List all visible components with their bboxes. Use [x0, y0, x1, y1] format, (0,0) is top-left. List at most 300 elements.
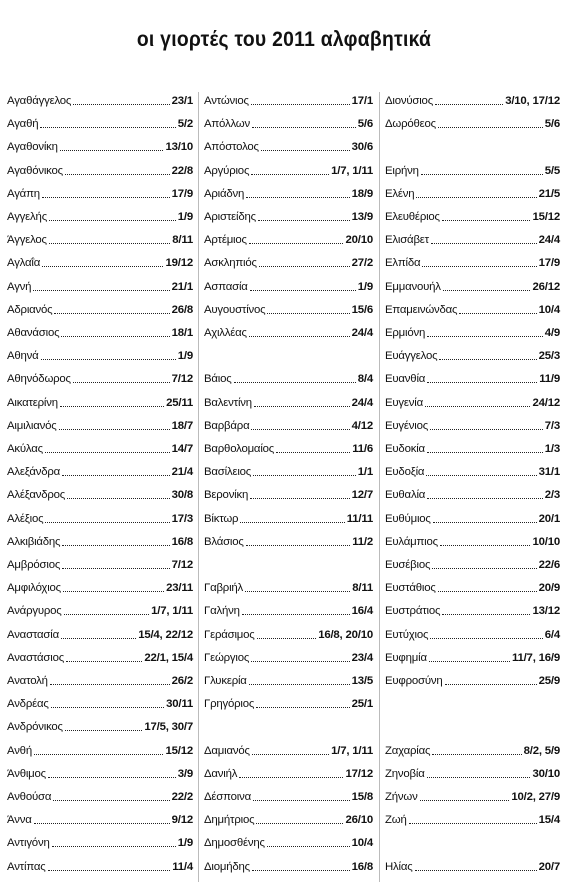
dot-leader: [426, 475, 536, 476]
entry-name: Αντώνιος: [204, 95, 249, 107]
dot-leader: [242, 614, 350, 615]
entry-date: 9/12: [171, 814, 193, 827]
entry-date: 10/10: [532, 535, 560, 548]
entry-date: 26/12: [532, 280, 560, 293]
name-entry: [385, 626, 560, 642]
entry-name: Γρηγόριος: [204, 698, 255, 711]
name-entry: [385, 254, 560, 270]
entry-name: Αγνή: [7, 280, 32, 293]
entry-date: 25/3: [538, 350, 560, 363]
entry-name: Αριστείδης: [204, 211, 256, 223]
entry-date: 5/6: [357, 118, 373, 131]
entry-name: Αλκιβιάδης: [7, 535, 61, 548]
name-entry: [385, 579, 560, 595]
entry-date: 10/4: [351, 837, 373, 850]
name-entry: [204, 231, 373, 247]
entry-name: Ευγενία: [385, 396, 424, 409]
name-entry: [204, 486, 373, 502]
dot-leader: [421, 174, 543, 175]
entry-date: 1/9: [357, 280, 373, 293]
entry-date: 23/1: [171, 95, 193, 107]
entry-name: Αθηνόδωρος: [7, 373, 71, 386]
name-entry: [385, 742, 560, 758]
entry-name: Αγαθάγγελος: [7, 95, 72, 107]
dot-leader: [251, 661, 349, 662]
dot-leader: [415, 870, 537, 871]
entry-name: Διονύσιος: [385, 95, 433, 107]
entry-name: Αλέξανδρος: [7, 489, 66, 502]
entry-name: Δημοσθένης: [204, 837, 265, 850]
dot-leader: [259, 266, 350, 267]
entry-date: 15/12: [532, 211, 560, 223]
name-entry: [7, 788, 193, 804]
name-entry: [204, 162, 373, 178]
name-entry: [204, 672, 373, 688]
entry-name: Ευλάμπιος: [385, 535, 438, 548]
dot-leader: [40, 127, 175, 128]
entry-name: Βασίλειος: [204, 466, 252, 479]
dot-leader: [250, 498, 349, 499]
name-entry: [385, 278, 560, 294]
entry-date: 1/9: [177, 837, 193, 850]
entry-date: 22/8: [171, 164, 193, 177]
entry-name: Ευανθία: [385, 373, 426, 386]
name-entry: [385, 486, 560, 502]
dot-leader: [409, 823, 537, 824]
dot-leader: [256, 823, 343, 824]
name-entry: [385, 649, 560, 665]
name-entry: [204, 858, 373, 874]
dot-leader: [427, 498, 543, 499]
entry-date: 22/1, 15/4: [144, 651, 193, 664]
entry-date: 26/8: [171, 303, 193, 316]
entry-name: Βαρθολομαίος: [204, 443, 275, 455]
dot-leader: [60, 150, 164, 151]
name-entry: [204, 394, 373, 410]
name-entry: [385, 185, 560, 201]
entry-date: 16/8, 20/10: [318, 628, 373, 641]
dot-leader: [63, 591, 164, 592]
entry-name: Δανιήλ: [204, 767, 238, 780]
dot-leader: [267, 846, 350, 847]
name-entry: [204, 324, 373, 340]
name-entry: [7, 278, 193, 294]
entry-name: Άνθιμος: [7, 767, 46, 780]
entry-name: Δαμιανός: [204, 744, 250, 757]
dot-leader: [61, 638, 136, 639]
entry-date: 4/12: [351, 419, 373, 432]
dot-leader: [73, 104, 169, 105]
entry-name: Ευθύμιος: [385, 512, 431, 525]
dot-leader: [422, 266, 536, 267]
entry-date: 30/8: [171, 489, 193, 502]
entry-name: Αυγουστίνος: [204, 303, 266, 316]
name-entry: [7, 510, 193, 526]
dot-leader: [45, 452, 170, 453]
entry-name: Ειρήνη: [385, 164, 419, 177]
entry-date: 25/11: [166, 396, 193, 409]
dot-leader: [251, 104, 350, 105]
entry-date: 11/4: [172, 860, 193, 873]
entry-name: Αχιλλέας: [204, 327, 247, 339]
entry-date: 5/5: [544, 164, 560, 177]
dot-leader: [65, 174, 170, 175]
name-entry: [7, 602, 193, 618]
name-entry: [7, 579, 193, 595]
dot-leader: [48, 870, 171, 871]
entry-name: Βαλεντίνη: [204, 396, 252, 409]
entry-date: 7/12: [171, 373, 193, 386]
entry-name: Γαλήνη: [204, 605, 240, 618]
name-entry: [7, 417, 193, 433]
dot-leader: [49, 220, 176, 221]
entry-name: Απόστολος: [204, 141, 259, 154]
entry-date: 10/4: [538, 303, 560, 316]
entry-date: 16/8: [351, 860, 373, 873]
entry-name: Ευστάθιος: [385, 582, 436, 595]
dot-leader: [45, 522, 169, 523]
name-entry: [204, 811, 373, 827]
entry-name: Αγάπη: [7, 187, 40, 200]
entry-name: Ζαχαρίας: [385, 744, 431, 757]
entry-name: Αρτέμιος: [204, 234, 247, 247]
dot-leader: [431, 243, 537, 244]
name-entry: [204, 695, 373, 711]
name-entry: [204, 626, 373, 642]
entry-date: 30/11: [166, 698, 193, 711]
name-entry: [7, 185, 193, 201]
entry-date: 30/10: [532, 767, 560, 780]
name-entry: [385, 417, 560, 433]
entry-date: 8/11: [172, 234, 193, 247]
entry-name: Ευτύχιος: [385, 628, 429, 641]
entry-name: Γλυκερία: [204, 675, 247, 687]
entry-date: 18/9: [351, 187, 373, 200]
dot-leader: [50, 684, 170, 685]
entry-date: 8/4: [357, 373, 373, 386]
entry-date: 18/1: [171, 327, 193, 339]
dot-leader: [252, 870, 350, 871]
entry-name: Ελένη: [385, 187, 415, 200]
entry-date: 21/1: [171, 280, 193, 293]
entry-name: Αργύριος: [204, 164, 250, 177]
name-entry: [7, 394, 193, 410]
dot-leader: [442, 220, 531, 221]
entry-name: Βάιος: [204, 373, 232, 386]
entry-date: 17/3: [171, 512, 193, 525]
entry-date: 25/9: [538, 675, 560, 687]
dot-leader: [239, 777, 343, 778]
entry-date: 24/4: [351, 396, 373, 409]
entry-date: 1/7, 1/11: [151, 605, 193, 618]
name-entry: [385, 394, 560, 410]
dot-leader: [435, 104, 503, 105]
entry-name: Αναστασία: [7, 628, 59, 641]
entry-name: Αγαθονίκη: [7, 141, 58, 154]
entry-name: Ευάγγελος: [385, 350, 438, 363]
entry-date: 7/3: [544, 419, 560, 432]
dot-leader: [34, 823, 170, 824]
entry-date: 11/11: [346, 512, 373, 525]
dot-leader: [42, 266, 163, 267]
entry-date: 26/10: [345, 814, 373, 827]
entry-name: Ασκληπιός: [204, 257, 257, 270]
name-entry: [204, 208, 373, 224]
name-entry: [385, 370, 560, 386]
dot-leader: [246, 197, 349, 198]
dot-leader: [440, 545, 531, 546]
entry-date: 1/3: [544, 443, 560, 455]
dot-leader: [249, 684, 350, 685]
name-entry: [7, 533, 193, 549]
dot-leader: [252, 127, 356, 128]
dot-leader: [430, 638, 542, 639]
name-entry: [385, 208, 560, 224]
dot-leader: [249, 243, 344, 244]
name-entry: [204, 115, 373, 131]
name-entry: [7, 231, 193, 247]
dot-leader: [245, 591, 350, 592]
entry-date: 13/5: [351, 675, 373, 687]
name-entry: [7, 208, 193, 224]
entry-date: 17/5, 30/7: [144, 721, 193, 734]
entry-name: Ευδοξία: [385, 466, 425, 479]
entry-date: 8/2, 5/9: [523, 744, 560, 757]
entry-name: Ελισάβετ: [385, 234, 429, 247]
dot-leader: [254, 406, 350, 407]
dot-leader: [432, 568, 536, 569]
entry-date: 16/4: [351, 605, 373, 618]
entry-date: 18/7: [171, 419, 193, 432]
entry-name: Αντιγόνη: [7, 837, 50, 850]
entry-name: Ζηνοβία: [385, 767, 425, 780]
entry-name: Επαμεινώνδας: [385, 303, 458, 316]
entry-name: Ευστράτιος: [385, 605, 441, 618]
dot-leader: [62, 568, 170, 569]
entry-name: Ευδοκία: [385, 443, 425, 455]
entry-name: Αθανάσιος: [7, 327, 60, 339]
entry-date: 19/12: [165, 257, 193, 270]
dot-leader: [49, 243, 170, 244]
entry-name: Ανδρέας: [7, 698, 49, 711]
name-entry: [385, 556, 560, 572]
dot-leader: [251, 174, 329, 175]
entry-name: Γεώργιος: [204, 651, 250, 664]
entry-date: 26/2: [171, 675, 193, 687]
entry-date: 22/6: [538, 559, 560, 571]
dot-leader: [261, 150, 350, 151]
entry-name: Αμφιλόχιος: [7, 582, 61, 595]
entry-name: Ανθή: [7, 744, 32, 757]
name-entry: [7, 92, 193, 108]
name-entry: [204, 138, 373, 154]
name-entry: [204, 602, 373, 618]
entry-name: Ανάργυρος: [7, 605, 62, 618]
entry-date: 14/7: [171, 443, 193, 455]
name-entry: [7, 765, 193, 781]
dot-leader: [62, 545, 169, 546]
entry-date: 1/9: [177, 350, 193, 363]
entry-date: 15/8: [351, 791, 373, 803]
entry-date: 24/4: [351, 327, 373, 339]
entry-date: 20/10: [345, 234, 373, 247]
name-entry: [204, 510, 373, 526]
entry-date: 4/9: [544, 327, 560, 339]
name-entry: [204, 440, 373, 456]
name-entry: [385, 672, 560, 688]
name-entry: [385, 788, 560, 804]
name-entry: [7, 370, 193, 386]
name-entry: [204, 463, 373, 479]
dot-leader: [427, 452, 543, 453]
entry-date: 15/6: [351, 303, 373, 316]
entry-name: Ανθούσα: [7, 791, 52, 803]
entry-date: 11/9: [539, 373, 560, 386]
name-entry: [385, 463, 560, 479]
name-entry: [7, 649, 193, 665]
entry-name: Ηλίας: [385, 860, 413, 873]
entry-date: 1/7, 1/11: [331, 164, 373, 177]
dot-leader: [252, 754, 329, 755]
entry-name: Ελευθέριος: [385, 211, 440, 223]
dot-leader: [51, 707, 164, 708]
name-entry: [7, 162, 193, 178]
entry-name: Άννα: [7, 814, 32, 827]
entry-date: 15/4, 22/12: [138, 628, 193, 641]
entry-date: 1/7, 1/11: [331, 744, 373, 757]
name-entry: [7, 138, 193, 154]
entry-date: 3/10, 17/12: [505, 95, 560, 107]
dot-leader: [48, 777, 176, 778]
entry-name: Αγαθόνικος: [7, 164, 63, 177]
dot-leader: [64, 614, 150, 615]
dot-leader: [430, 429, 543, 430]
dot-leader: [246, 545, 351, 546]
entry-name: Δέσποινα: [204, 791, 251, 803]
entry-name: Αριάδνη: [204, 187, 245, 200]
entry-name: Εμμανουήλ: [385, 280, 441, 293]
name-entry: [204, 92, 373, 108]
entry-date: 11/2: [352, 535, 373, 548]
dot-leader: [427, 382, 537, 383]
dot-leader: [427, 336, 543, 337]
name-entry: [204, 254, 373, 270]
entry-name: Ανατολή: [7, 675, 48, 687]
entry-name: Αικατερίνη: [7, 396, 58, 409]
entry-name: Ευφημία: [385, 651, 427, 664]
name-entry: [204, 834, 373, 850]
name-entry: [7, 463, 193, 479]
name-entry: [7, 486, 193, 502]
entry-name: Διομήδης: [204, 860, 250, 873]
dot-leader: [445, 684, 537, 685]
entry-date: 25/1: [351, 698, 373, 711]
entry-date: 21/4: [171, 466, 193, 479]
entry-name: Γαβριήλ: [204, 582, 244, 595]
name-entry: [385, 162, 560, 178]
entry-name: Αγγελής: [7, 211, 47, 223]
name-entry: [385, 533, 560, 549]
entry-name: Βίκτωρ: [204, 512, 239, 525]
name-entry: [7, 347, 193, 363]
dot-leader: [438, 127, 543, 128]
dot-leader: [253, 800, 350, 801]
name-entry: [7, 672, 193, 688]
entry-date: 17/1: [351, 95, 373, 107]
entry-name: Αγαθή: [7, 118, 39, 131]
name-entry: [385, 231, 560, 247]
name-entry: [204, 788, 373, 804]
dot-leader: [276, 452, 350, 453]
entry-date: 5/6: [544, 118, 560, 131]
name-entry: [204, 649, 373, 665]
entry-date: 17/9: [171, 187, 193, 200]
name-entry: [204, 370, 373, 386]
entry-name: Βαρβάρα: [204, 419, 250, 432]
dot-leader: [250, 290, 356, 291]
name-entry: [204, 579, 373, 595]
dot-leader: [258, 220, 350, 221]
entry-date: 17/12: [345, 767, 373, 780]
entry-date: 10/2, 27/9: [511, 791, 560, 803]
column-divider: [379, 92, 380, 882]
entry-name: Αιμιλιανός: [7, 419, 57, 432]
name-entry: [7, 324, 193, 340]
dot-leader: [256, 707, 349, 708]
entry-date: 20/9: [538, 582, 560, 595]
name-entry: [385, 347, 560, 363]
entry-date: 20/1: [538, 512, 560, 525]
name-entry: [385, 602, 560, 618]
entry-name: Απόλλων: [204, 118, 250, 131]
name-entry: [385, 440, 560, 456]
entry-date: 13/10: [165, 141, 193, 154]
dot-leader: [53, 800, 169, 801]
entry-date: 20/7: [538, 860, 560, 873]
entry-date: 24/4: [538, 234, 560, 247]
entry-name: Ανδρόνικος: [7, 721, 63, 734]
name-entry: [385, 301, 560, 317]
dot-leader: [443, 290, 531, 291]
name-entry: [7, 254, 193, 270]
name-entry: [204, 185, 373, 201]
name-entry: [7, 301, 193, 317]
entry-name: Ερμιόνη: [385, 327, 426, 339]
name-entry: [204, 417, 373, 433]
page-title: οι γιορτές του 2011 αλφαβητικά: [136, 28, 432, 51]
entry-date: 23/11: [166, 582, 193, 595]
entry-name: Βλάσιος: [204, 535, 244, 548]
dot-leader: [416, 197, 536, 198]
entry-name: Ζήνων: [385, 791, 418, 803]
entry-date: 8/11: [352, 582, 373, 595]
name-entry: [204, 301, 373, 317]
name-entry: [385, 324, 560, 340]
dot-leader: [41, 359, 176, 360]
dot-leader: [249, 336, 350, 337]
entry-date: 13/12: [532, 605, 560, 618]
entry-date: 1/1: [357, 466, 373, 479]
name-entry: [385, 811, 560, 827]
name-entry: [385, 510, 560, 526]
dot-leader: [52, 846, 176, 847]
dot-leader: [60, 406, 164, 407]
dot-leader: [429, 661, 510, 662]
dot-leader: [251, 429, 349, 430]
entry-date: 6/4: [544, 628, 560, 641]
dot-leader: [257, 638, 317, 639]
entry-date: 30/6: [351, 141, 373, 154]
